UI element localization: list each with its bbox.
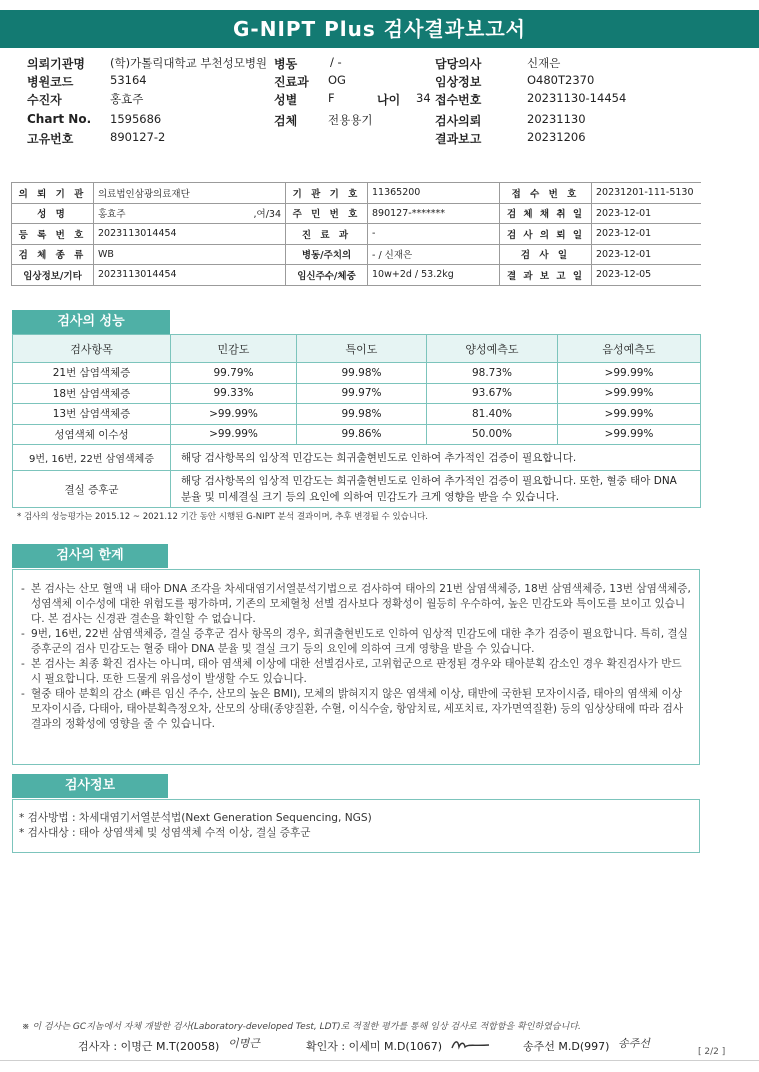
tester-signature: 이명근 bbox=[228, 1037, 260, 1050]
column-header: 특이도 bbox=[297, 335, 427, 363]
info-value: 의료법인삼광의료재단 bbox=[94, 183, 286, 204]
info-value: 2023-12-01 bbox=[592, 244, 701, 265]
limits-section-tab: 검사의 한계 bbox=[12, 544, 168, 568]
table-row bbox=[12, 183, 701, 204]
info-value: 2023-12-01 bbox=[592, 224, 701, 245]
table-row bbox=[13, 363, 701, 384]
test-item: 21번 삼염색체증 bbox=[13, 363, 171, 384]
test-item: 9번, 16번, 22번 삼염색체증 bbox=[13, 445, 171, 471]
dept-value: OG bbox=[328, 73, 346, 87]
ldt-disclaimer: ※ 이 검사는 GC지놈에서 자체 개발한 검사(Laboratory-developed Test, LDT)로 적절한 평가를 통해 임상 검사로 적합함을 확인하였습니다. bbox=[22, 1022, 581, 1032]
specificity: 99.97% bbox=[297, 383, 427, 404]
info-value: 20231201-111-5130 bbox=[592, 183, 701, 204]
report-label: 결과보고 bbox=[435, 132, 482, 146]
limit-item: - 본 검사는 최종 확진 검사는 아니며, 태아 염색체 이상에 대한 선별검사로, 고위험군으로 판정된 경우와 태아분획 감소인 경우 확진검사가 반드시 필요합니다. 또한 드물게 위음성이 발생할 수도 있습니다. bbox=[21, 657, 691, 687]
limits-box bbox=[12, 569, 700, 765]
specimen-label: 검체 bbox=[274, 114, 298, 128]
info-key: 의 뢰 기 관 bbox=[12, 183, 94, 204]
info-key: 접 수 번 호 bbox=[500, 183, 592, 204]
test-item: 성염색체 이수성 bbox=[13, 424, 171, 445]
table-row bbox=[12, 224, 701, 245]
table-row bbox=[13, 424, 701, 445]
limit-item: - 본 검사는 산모 혈액 내 태아 DNA 조각을 차세대염기서열분석기법으로 검사하여 태아의 21번 삼염색체증, 18번 삼염색체증, 13번 삼염색체증, 성염색체 이수성에 대한 위험도를 평가하며, 기존의 모체혈청 선별 검사보다 정확성이 월등히 우수하여, 높은 민감도와 특이도를 보이고 있습니다. 본 검사는 신경관 결손을 확인할 수 없습니다. bbox=[21, 582, 691, 627]
info-value: 2023-12-05 bbox=[592, 265, 701, 286]
sex-value: F bbox=[328, 91, 335, 105]
table-row bbox=[12, 244, 701, 265]
performance-footnote: * 검사의 성능평가는 2015.12 ~ 2021.12 기간 동안 시행된 G-NIPT 분석 결과이며, 추후 변경될 수 있습니다. bbox=[17, 512, 428, 522]
report-value: 20231206 bbox=[527, 130, 586, 144]
table-header-row bbox=[13, 335, 701, 363]
director-signature: 송주선 bbox=[618, 1037, 650, 1050]
column-header: 양성예측도 bbox=[427, 335, 558, 363]
test-note: 해당 검사항목의 임상적 민감도는 희귀출현빈도로 인하여 추가적인 검증이 필요합니다. bbox=[171, 445, 701, 471]
name-value: 홍효주 bbox=[98, 209, 126, 221]
column-header: 민감도 bbox=[171, 335, 297, 363]
checker-label: 확인자 : 이세미 M.D(1067) bbox=[306, 1040, 442, 1053]
test-item: 13번 삼염색체증 bbox=[13, 404, 171, 425]
patient-value: 홍효주 bbox=[110, 92, 144, 106]
specificity: 99.98% bbox=[297, 404, 427, 425]
performance-table bbox=[12, 334, 701, 508]
info-key: 검 체 종 류 bbox=[12, 244, 94, 265]
clin-value: O480T2370 bbox=[527, 73, 595, 87]
info-key: 등 록 번 호 bbox=[12, 224, 94, 245]
sensitivity: >99.99% bbox=[171, 404, 297, 425]
info-key: 검 사 일 bbox=[500, 244, 592, 265]
info-value: 10w+2d / 53.2kg bbox=[368, 265, 500, 286]
npv: >99.99% bbox=[558, 383, 701, 404]
performance-section-tab: 검사의 성능 bbox=[12, 310, 170, 334]
info-value: 890127-******* bbox=[368, 203, 500, 224]
info-value: 2023113014454 bbox=[94, 265, 286, 286]
ppv: 50.00% bbox=[427, 424, 558, 445]
sensitivity: >99.99% bbox=[171, 424, 297, 445]
table-row bbox=[12, 265, 701, 286]
hospital-value: (학)가톨릭대학교 부천성모병원 bbox=[110, 56, 268, 70]
ppv: 98.73% bbox=[427, 363, 558, 384]
checker-signature-icon bbox=[451, 1038, 491, 1052]
info-value: 2023-12-01 bbox=[592, 203, 701, 224]
dept-label: 진료과 bbox=[274, 75, 309, 89]
info-key: 임상정보/기타 bbox=[12, 265, 94, 286]
npv: >99.99% bbox=[558, 424, 701, 445]
column-header: 음성예측도 bbox=[558, 335, 701, 363]
reqdate-value: 20231130 bbox=[527, 112, 586, 126]
specificity: 99.86% bbox=[297, 424, 427, 445]
info-value: 11365200 bbox=[368, 183, 500, 204]
test-item: 18번 삼염색체증 bbox=[13, 383, 171, 404]
info-key: 진 료 과 bbox=[286, 224, 368, 245]
info-key: 임신주수/체중 bbox=[286, 265, 368, 286]
bottom-divider bbox=[0, 1060, 759, 1061]
ward-label: 병동 bbox=[274, 57, 298, 71]
chart-label: Chart No. bbox=[27, 112, 92, 126]
table-row bbox=[12, 203, 701, 224]
report-title: G-NIPT Plus 검사결과보고서 bbox=[0, 10, 759, 48]
hospital-label: 의뢰기관명 bbox=[27, 57, 85, 71]
uid-label: 고유번호 bbox=[27, 132, 74, 146]
info-value: 2023113014454 bbox=[94, 224, 286, 245]
table-row bbox=[13, 445, 701, 471]
info-key: 주 민 번 호 bbox=[286, 203, 368, 224]
table-row bbox=[13, 471, 701, 508]
info-key: 성 명 bbox=[12, 203, 94, 224]
info-key: 결 과 보 고 일 bbox=[500, 265, 592, 286]
info-value bbox=[94, 203, 286, 224]
hospcode-value: 53164 bbox=[110, 73, 147, 87]
ppv: 93.67% bbox=[427, 383, 558, 404]
info-key: 병동/주치의 bbox=[286, 244, 368, 265]
test-target: * 검사대상 : 태아 상염색체 및 성염색체 수적 이상, 결실 증후군 bbox=[19, 827, 311, 839]
tester-label: 검사자 : 이명근 M.T(20058) bbox=[78, 1040, 220, 1053]
doctor-value: 신재은 bbox=[527, 56, 561, 70]
patient-label: 수진자 bbox=[27, 93, 62, 107]
uid-value: 890127-2 bbox=[110, 130, 166, 144]
age-label: 나이 bbox=[377, 93, 401, 107]
testinfo-section-tab: 검사정보 bbox=[12, 774, 168, 798]
info-value: - bbox=[368, 224, 500, 245]
specificity: 99.98% bbox=[297, 363, 427, 384]
director-label: 송주선 M.D(997) bbox=[523, 1040, 610, 1053]
test-item: 결실 증후군 bbox=[13, 471, 171, 508]
clin-label: 임상정보 bbox=[435, 75, 482, 89]
table-row bbox=[13, 383, 701, 404]
reqdate-label: 검사의뢰 bbox=[435, 114, 482, 128]
hospcode-label: 병원코드 bbox=[27, 75, 74, 89]
test-note: 해당 검사항목의 임상적 민감도는 희귀출현빈도로 인하여 추가적인 검증이 필요합니다. 또한, 혈중 태아 DNA 분율 및 미세결실 크기 등의 요인에 의하여 민감도가 크게 영향을 받을 수 있습니다. bbox=[171, 471, 701, 508]
age-value: 34 bbox=[416, 91, 431, 105]
info-key: 기 관 기 호 bbox=[286, 183, 368, 204]
ppv: 81.40% bbox=[427, 404, 558, 425]
testinfo-box bbox=[12, 799, 700, 853]
npv: >99.99% bbox=[558, 404, 701, 425]
info-value: - / 신재은 bbox=[368, 244, 500, 265]
limit-item: - 9번, 16번, 22번 삼염색체증, 결실 증후군 검사 항목의 경우, 희귀출현빈도로 인하여 임상적 민감도에 대한 추가 검증이 필요합니다. 특히, 결실 증후군의 검사 민감도는 혈중 태아 DNA 분율 및 결실 크기 등의 요인에 의하여 크게 영향을 받을 수 있습니다. bbox=[21, 627, 691, 657]
page-number: [ 2/2 ] bbox=[698, 1047, 726, 1057]
info-table bbox=[11, 182, 701, 286]
chart-value: 1595686 bbox=[110, 112, 162, 126]
table-row bbox=[13, 404, 701, 425]
sensitivity: 99.79% bbox=[171, 363, 297, 384]
specimen-value: 전용용기 bbox=[328, 113, 373, 127]
limit-item: - 혈중 태아 분획의 감소 (빠른 임신 주수, 산모의 높은 BMI), 모체의 밝혀지지 않은 염색체 이상, 태반에 국한된 모자이시즘, 태아의 염색체 이상 모자이시즘, 다태아, 태아분획측정오차, 산모의 상태(종양질환, 수혈, 이식수술, 항암치료, 세포치료, 자가면역질환) 등의 임상상태에 따라 검사결과의 정확성에 영향을 줄 수 있습니다. bbox=[21, 687, 691, 732]
sex-age-value: ,여/34 bbox=[253, 209, 281, 221]
doctor-label: 담당의사 bbox=[435, 57, 482, 71]
patient-header bbox=[27, 55, 747, 148]
npv: >99.99% bbox=[558, 363, 701, 384]
column-header: 검사항목 bbox=[13, 335, 171, 363]
info-key: 검 체 채 취 일 bbox=[500, 203, 592, 224]
recv-label: 접수번호 bbox=[435, 93, 482, 107]
info-value: WB bbox=[94, 244, 286, 265]
sensitivity: 99.33% bbox=[171, 383, 297, 404]
recv-value: 20231130-14454 bbox=[527, 91, 627, 105]
ward-value: / - bbox=[330, 55, 342, 69]
test-method: * 검사방법 : 차세대염기서열분석법(Next Generation Sequencing, NGS) bbox=[19, 812, 372, 824]
sex-label: 성별 bbox=[274, 93, 298, 107]
info-key: 검 사 의 뢰 일 bbox=[500, 224, 592, 245]
